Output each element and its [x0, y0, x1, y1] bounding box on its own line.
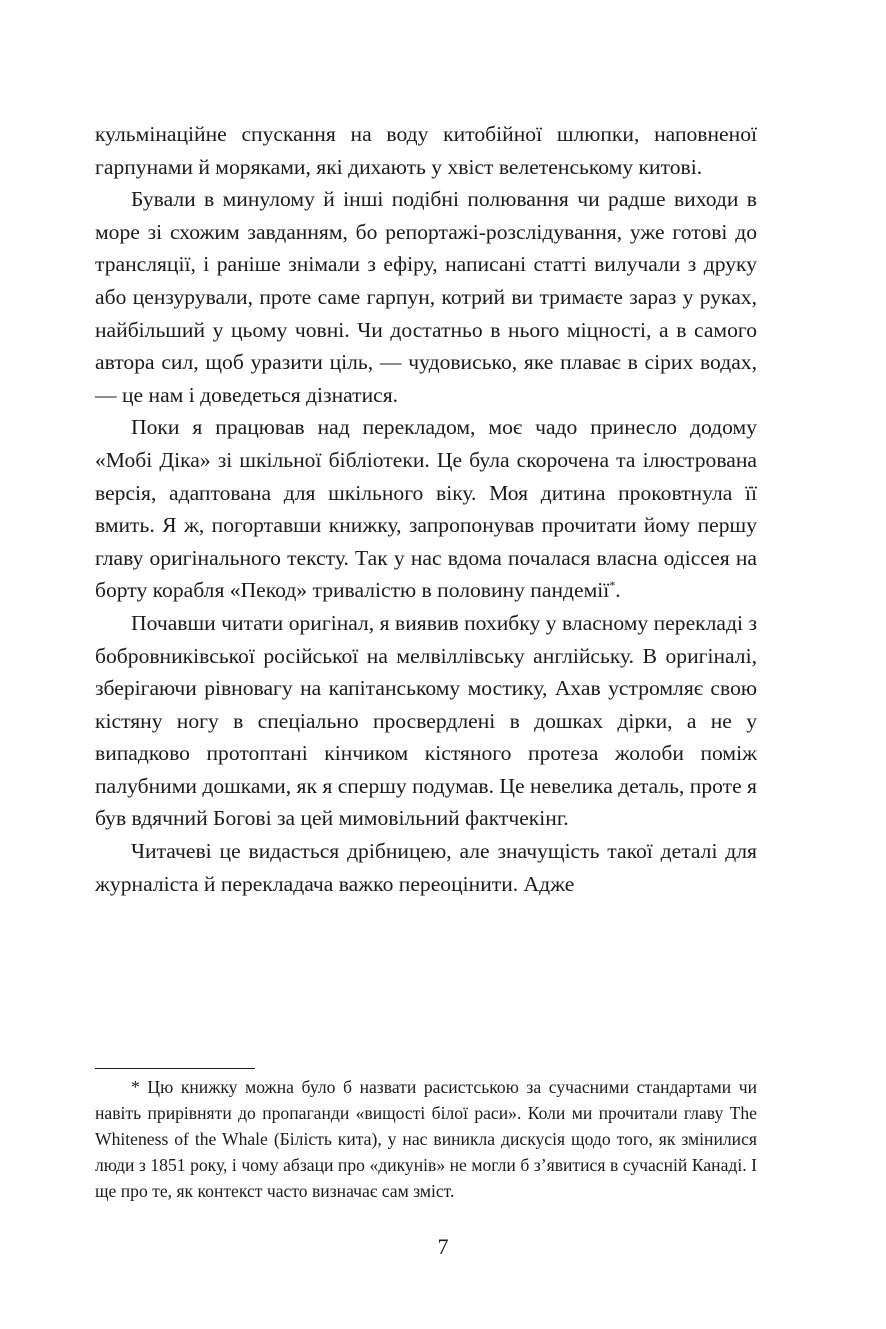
paragraph-4: Почавши читати оригінал, я виявив похибку у власному перекладі з бобровниківської російської на мелвіллівську англійську. В оригіналі, зберігаючи рівновагу на капітанському мостику, Ахав устромляє свою кістяну ногу в спеціально просвердлені в дошках дірки, а не у випадково протоптані кінчиком кістяного протеза жолоби поміж палубними дошками, як я спершу подумав. Це невелика деталь, проте я був вдячний Богові за цей мимовільний фактчекінг.	[95, 610, 757, 831]
footnote-divider	[95, 1068, 255, 1069]
page-number: 7	[437, 1234, 449, 1259]
paragraph-3-text: Поки я працював над перекладом, моє чадо принесло додому «Мобі Діка» зі шкільної бібліотеки. Це була скорочена та ілюстрована версія, адаптована для шкільного віку. Моя дитина проковтнула її вмить. Я ж, погортавши книжку, запропонував прочитати йому першу главу оригінального тексту. Так у нас вдома почалася власна одіссея на борту корабля «Пекод» тривалістю в половину пандемії	[95, 415, 757, 603]
main-text	[95, 118, 757, 900]
paragraph-3-end: .	[615, 578, 621, 603]
footnote-marker: *	[609, 578, 616, 593]
paragraph-2: Бували в минулому й інші подібні полювання чи радше виходи в море зі схожим завданням, бо репортажі-розслідування, уже готові до трансляції, і раніше знімали з ефіру, написані статті вилучали з друку або цензурували, проте саме гарпун, котрий ви тримаєте зараз у руках, найбільший у цьому човні. Чи достатньо в нього міцності, а в самого автора сил, щоб уразити ціль, — чудовисько, яке плаває в сірих водах, — це нам і доведеться дізнатися.	[95, 187, 757, 407]
footnote: * Цю книжку можна було б назвати расистською за сучасними стандартами чи навіть прирівняти до пропаганди «вищості білої раси». Коли ми прочитали главу The Whiteness of the Whale (Білість кита), у нас виникла дискусія щодо того, як змінилися люди з 1851 року, і чому абзаци про «дикунів» не могли б з’явитися в сучасній Канаді. І ще про те, як контекст часто визначає сам зміст.	[95, 1077, 757, 1201]
paragraph-5: Читачеві це видасться дрібницею, але значущість такої деталі для журналіста й перекладача важко переоцінити. Адже	[95, 839, 757, 896]
paragraph-3	[95, 411, 757, 607]
paragraph-1: кульмінаційне спускання на воду китобійної шлюпки, наповненої гарпунами й моряками, які дихають у хвіст велетенському китові.	[95, 122, 757, 179]
